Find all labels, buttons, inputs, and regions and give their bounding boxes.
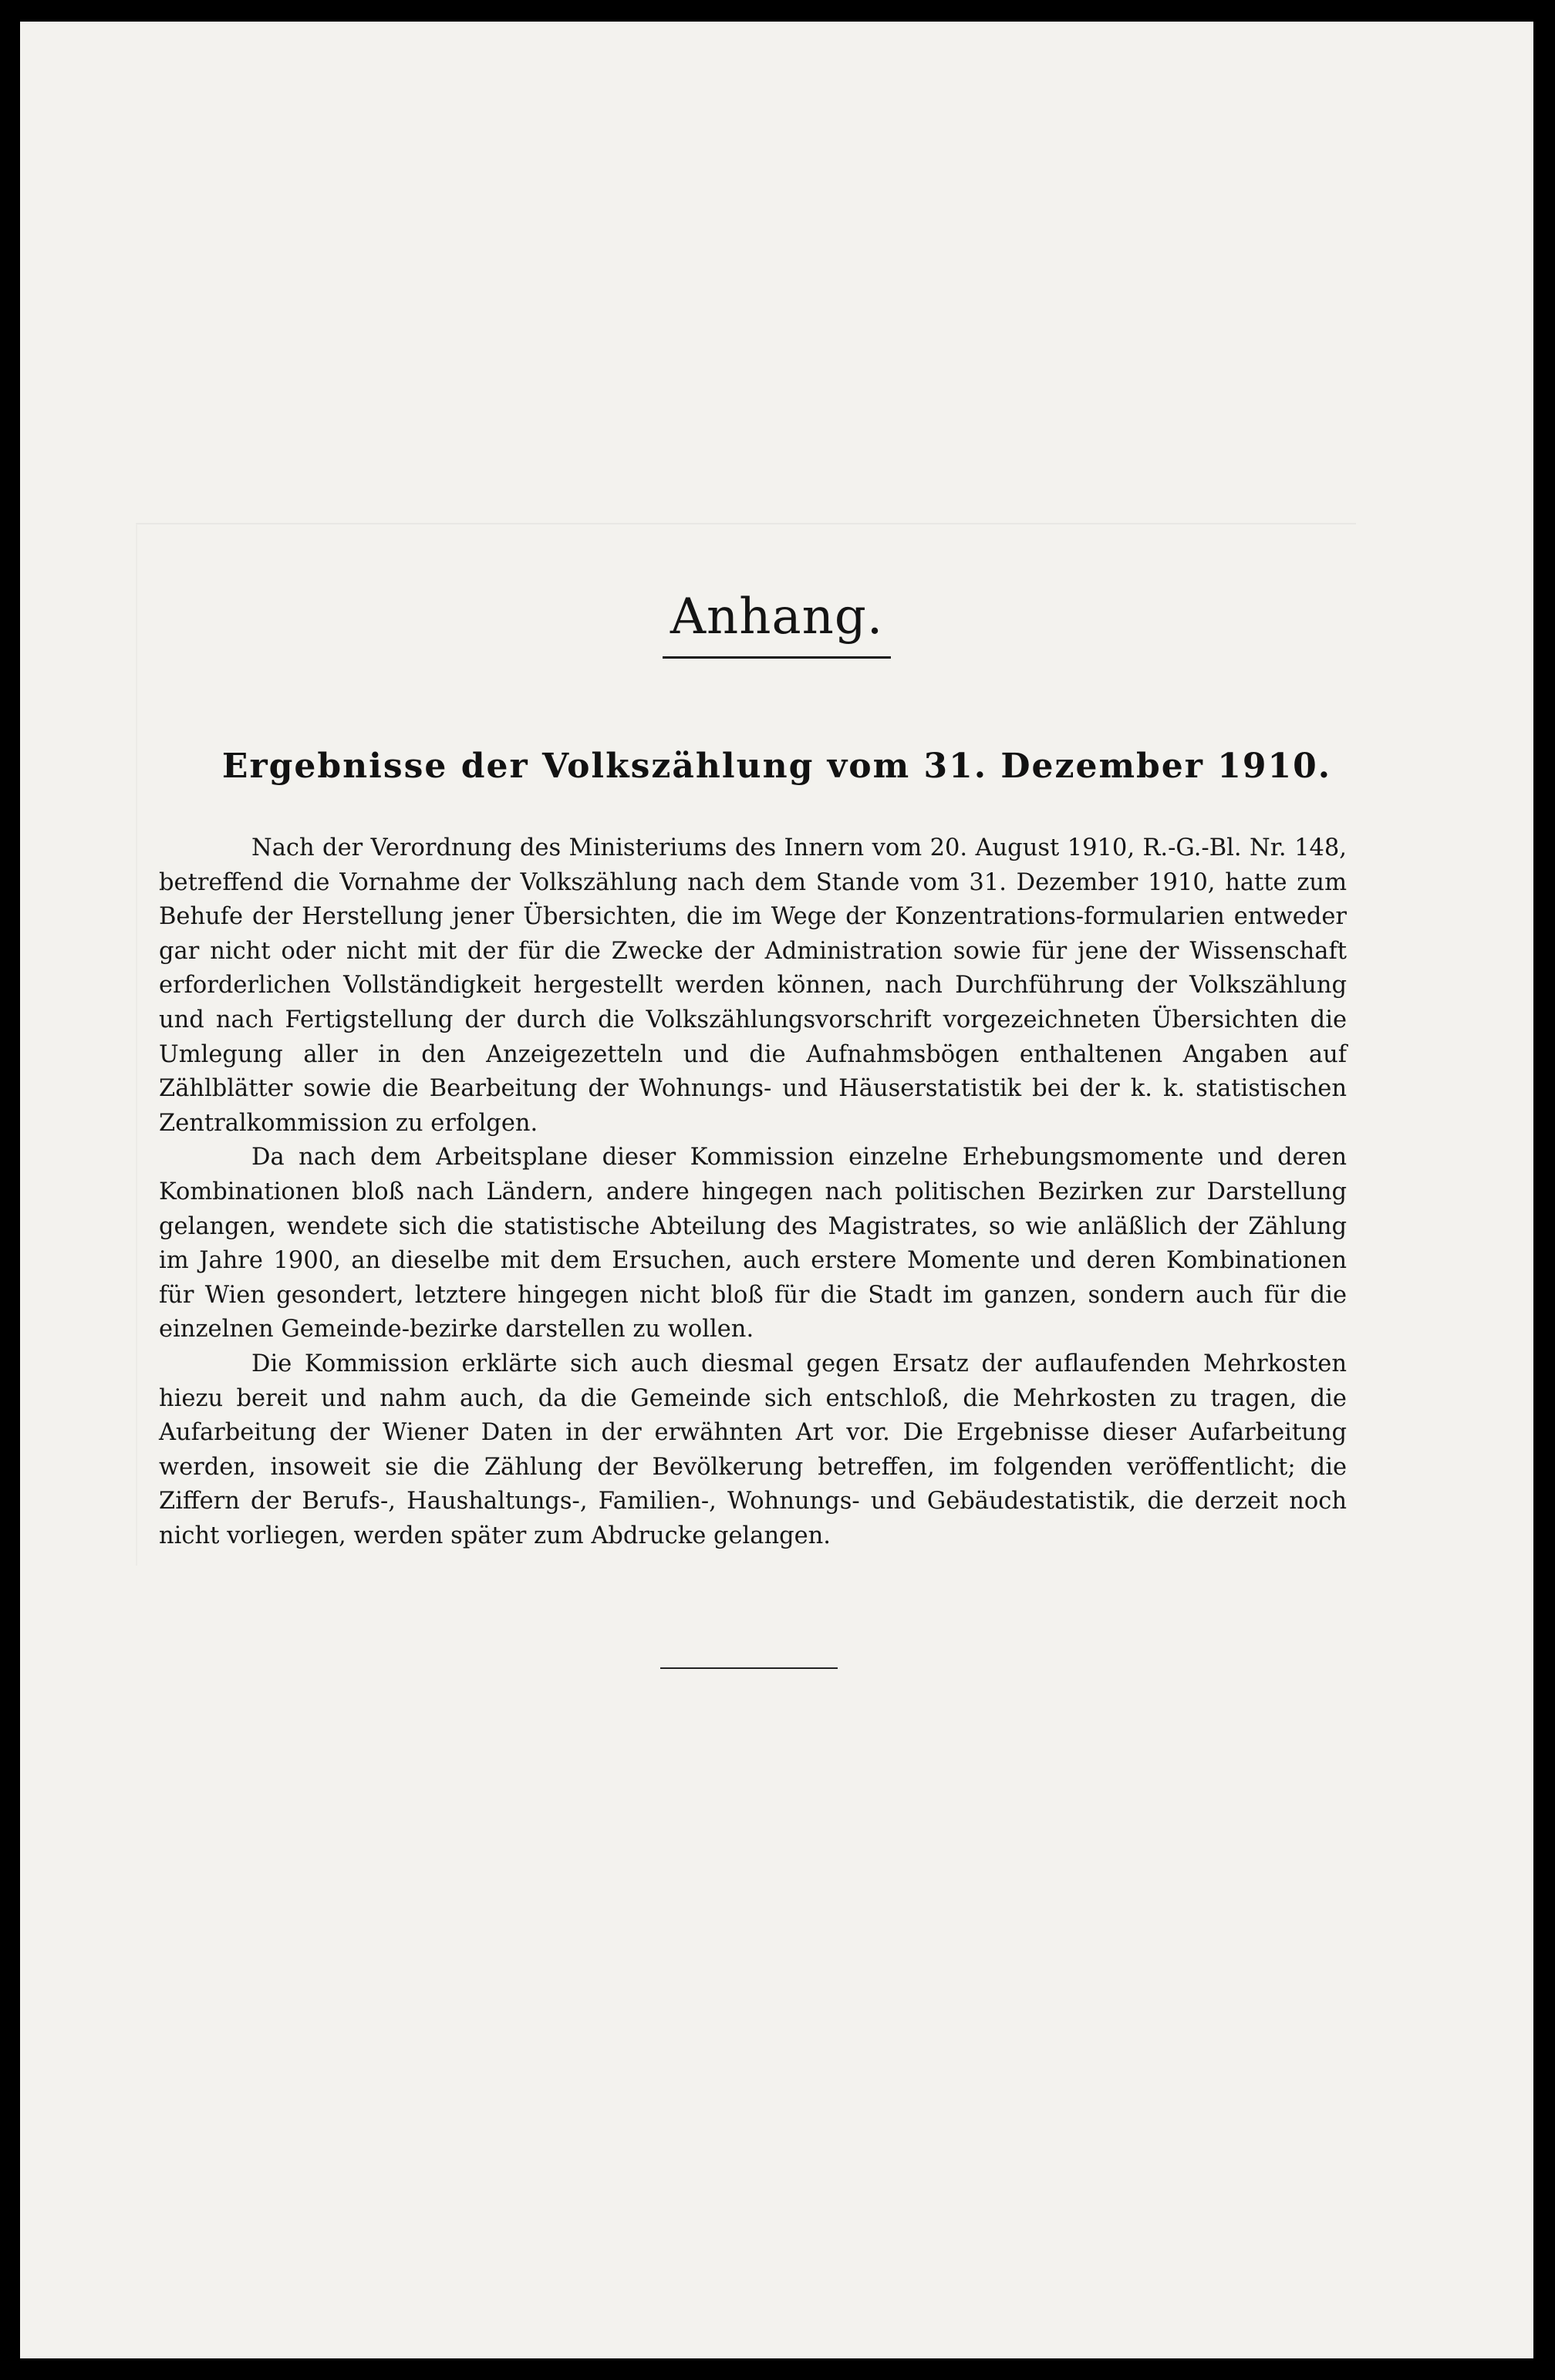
body-text (159, 831, 1347, 1553)
paragraph-3: Die Kommission erklärte sich auch diesmal gegen Ersatz der auflaufenden Mehrkosten hiezu bereit und nahm auch, da die Gemeinde sich entschloß, die Mehrkosten zu tragen, die Aufarbeitung der Wiener Daten in der erwähnten Art vor. Die Ergebnisse dieser Aufarbeitung werden, insoweit sie die Zählung der Bevölkerung betreffen, im folgenden veröffentlicht; die Ziffern der Berufs-, Haushaltungs-, Familien-, Wohnungs- und Gebäudestatistik, die derzeit noch nicht vorliegen, werden später zum Abdrucke gelangen. (159, 1350, 1347, 1549)
section-subtitle: Ergebnisse der Volkszählung vom 31. Dezember 1910. (221, 747, 1332, 786)
section-heading (20, 588, 1533, 659)
heading-text: Anhang. (663, 588, 891, 659)
paragraph-1: Nach der Verordnung des Ministeriums des Innern vom 20. August 1910, R.-G.-Bl. Nr. 148, betreffend die Vornahme der Volkszählung nach dem Stande vom 31. Dezember 1910, hatte zum Behufe der Herstellung jener Übersichten, die im Wege der Konzentrations-formularien entweder gar nicht oder nicht mit der für die Zwecke der Administration sowie für jene der Wissenschaft erforderlichen Vollständigkeit hergestellt werden können, nach Durchführung der Volkszählung und nach Fertigstellung der durch die Volkszählungsvorschrift vorgezeichneten Übersichten die Umlegung aller in den Anzeigezetteln und die Aufnahmsbögen enthaltenen Angaben auf Zählblätter sowie die Bearbeitung der Wohnungs- und Häuserstatistik bei der k. k. statistischen Zentralkommission zu erfolgen. (159, 834, 1347, 1137)
document-page (20, 22, 1533, 2358)
paragraph-2: Da nach dem Arbeitsplane dieser Kommission einzelne Erhebungsmomente und deren Kombinationen bloß nach Ländern, andere hingegen nach politischen Bezirken zur Darstellung gelangen, wendete sich die statistische Abteilung des Magistrates, so wie anläßlich der Zählung im Jahre 1900, an dieselbe mit dem Ersuchen, auch erstere Momente und deren Kombinationen für Wien gesondert, letztere hingegen nicht bloß für die Stadt im ganzen, sondern auch für die einzelnen Gemeinde-bezirke darstellen zu wollen. (159, 1144, 1347, 1343)
section-divider (660, 1667, 838, 1669)
